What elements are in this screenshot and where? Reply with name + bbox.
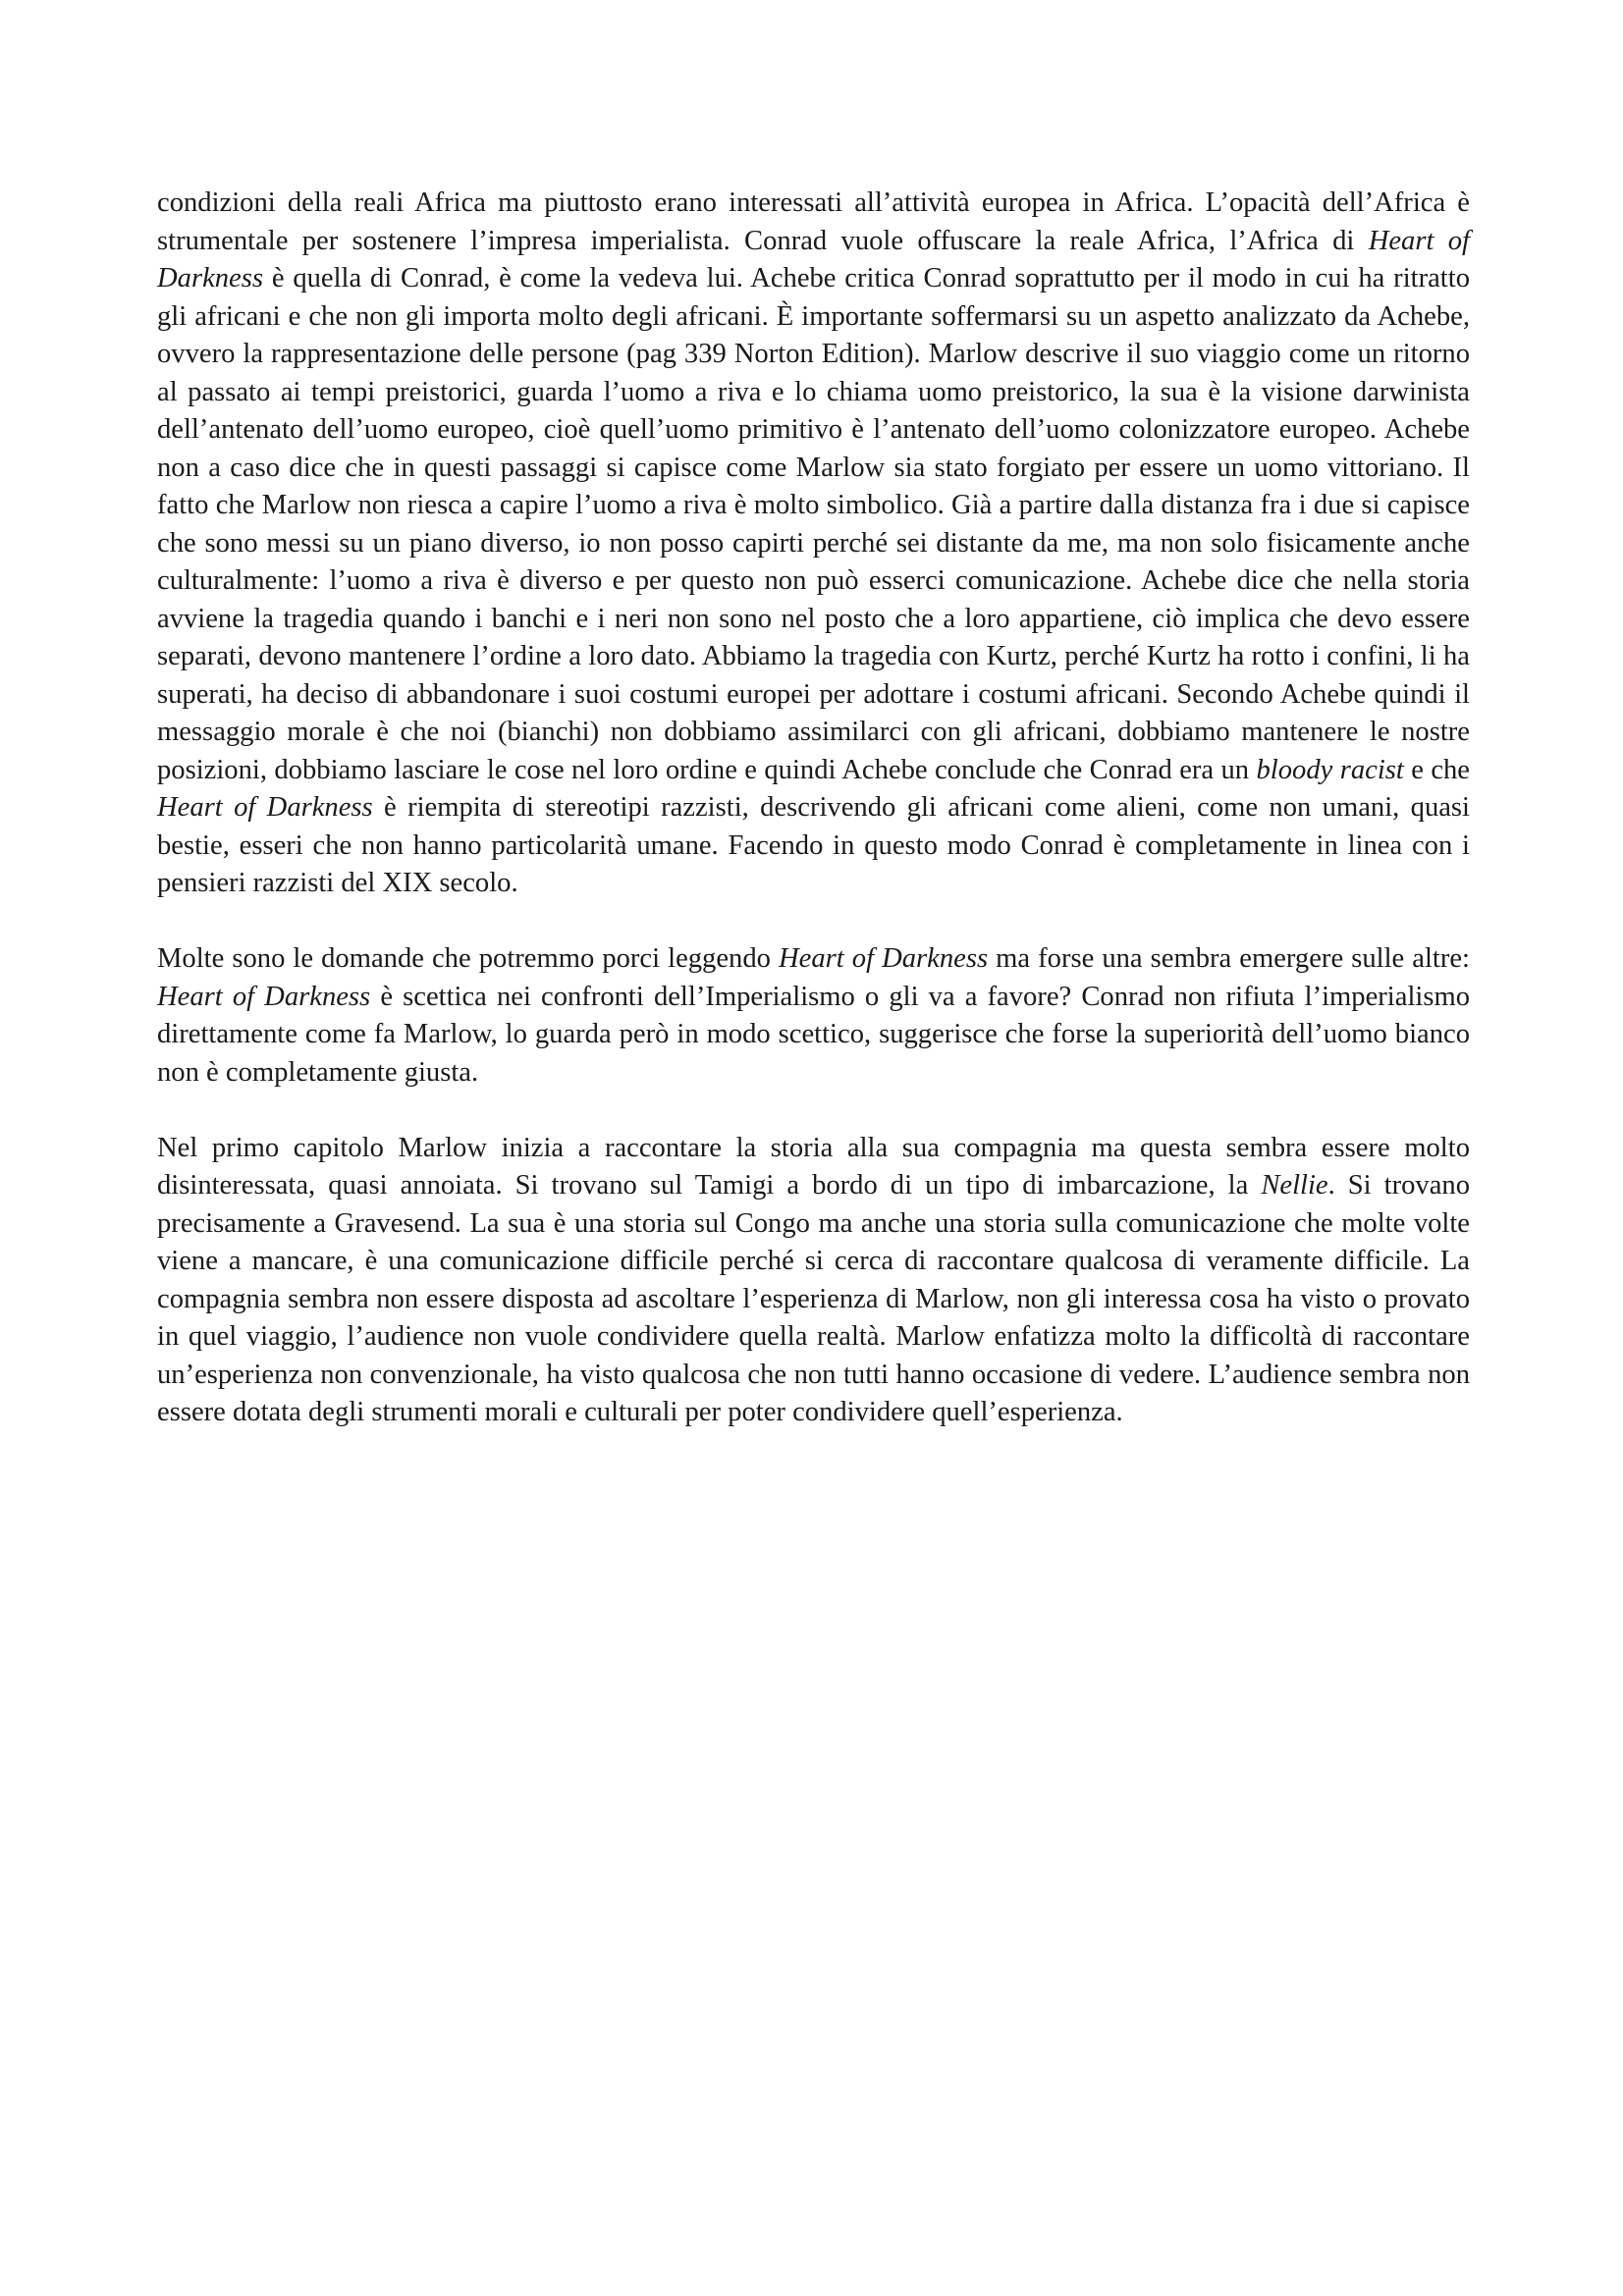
paragraph-text: è riempita di stereotipi razzisti, descrivendo gli africani come alieni, come non umani, quasi bestie, esseri che non hanno particolarità umane. Facendo in questo modo Conrad è completamente in linea con i pensieri razzisti del XIX secolo. <box>157 792 1471 898</box>
quote-italic: bloody racist <box>1256 754 1404 785</box>
book-title-italic: Heart of Darkness <box>779 943 989 974</box>
document-body <box>157 185 1470 1432</box>
paragraph-text: ma forse una sembra emergere sulle altre: <box>988 943 1470 974</box>
paragraph-text: e che <box>1403 754 1470 785</box>
book-title-italic: Heart of Darkness <box>157 225 1470 294</box>
paragraph-2 <box>157 940 1470 1092</box>
paragraph-3 <box>157 1130 1470 1432</box>
paragraph-text: è scettica nei confronti dell’Imperialismo o gli va a favore? Conrad non rifiuta l’imperialismo direttamente come fa Marlow, lo guarda però in modo scettico, suggerisce che forse la superiorità dell’uomo bianco non è completamente giusta. <box>157 981 1470 1088</box>
ship-name-italic: Nellie <box>1261 1170 1328 1201</box>
book-title-italic: Heart of Darkness <box>157 981 371 1012</box>
paragraph-text: è quella di Conrad, è come la vedeva lui. Achebe critica Conrad soprattutto per il modo in cui ha ritratto gli africani e che non gli importa molto degli africani. È importante soffermarsi su un aspetto analizzato da Achebe, ovvero la rappresentazione delle persone (pag 339 Norton Edition). Marlow descrive il suo viaggio come un ritorno al passato ai tempi preistorici, guarda l’uomo a riva e lo chiama uomo preistorico, la sua è la visione darwinista dell’antenato dell’uomo europeo, cioè quell’uomo primitivo è l’antenato dell’uomo colonizzatore europeo. Achebe non a caso dice che in questi passaggi si capisce come Marlow sia stato forgiato per essere un uomo vittoriano. Il fatto che Marlow non riesca a capire l’uomo a riva è molto simbolico. Già a partire dalla distanza fra i due si capisce che sono messi su un piano diverso, io non posso capirti perché sei distante da me, ma non solo fisicamente anche culturalmente: l’uomo a riva è diverso e per questo non può esserci comunicazione. Achebe dice che nella storia avviene la tragedia quando i banchi e i neri non sono nel posto che a loro appartiene, ciò implica che devo essere separati, devono mantenere l’ordine a loro dato. Abbiamo la tragedia con Kurtz, perché Kurtz ha rotto i confini, li ha superati, ha deciso di abbandonare i suoi costumi europei per adottare i costumi africani. Secondo Achebe quindi il messaggio morale è che noi (bianchi) non dobbiamo assimilarci con gli africani, dobbiamo mantenere le nostre posizioni, dobbiamo lasciare le cose nel loro ordine e quindi Achebe conclude che Conrad era un <box>157 263 1470 785</box>
paragraph-1 <box>157 185 1470 903</box>
paragraph-text: Nel primo capitolo Marlow inizia a raccontare la storia alla sua compagnia ma questa sembra essere molto disinteressata, quasi annoiata. Si trovano sul Tamigi a bordo di un tipo di imbarcazione, la <box>157 1132 1470 1201</box>
book-title-italic: Heart of Darkness <box>157 792 373 823</box>
paragraph-text: Molte sono le domande che potremmo porci leggendo <box>157 943 779 974</box>
paragraph-text: . Si trovano precisamente a Gravesend. La sua è una storia sul Congo ma anche una storia sulla comunicazione che molte volte viene a mancare, è una comunicazione difficile perché si cerca di raccontare qualcosa di veramente difficile. La compagnia sembra non essere disposta ad ascoltare l’esperienza di Marlow, non gli interessa cosa ha visto o provato in quel viaggio, l’audience non vuole condividere quella realtà. Marlow enfatizza molto la difficoltà di raccontare un’esperienza non convenzionale, ha visto qualcosa che non tutti hanno occasione di vedere. L’audience sembra non essere dotata degli strumenti morali e culturali per poter condividere quell’esperienza. <box>157 1170 1471 1427</box>
paragraph-text: condizioni della reali Africa ma piuttosto erano interessati all’attività europea in Africa. L’opacità dell’Africa è strumentale per sostenere l’impresa imperialista. Conrad vuole offuscare la reale Africa, l’Africa di <box>157 187 1470 256</box>
